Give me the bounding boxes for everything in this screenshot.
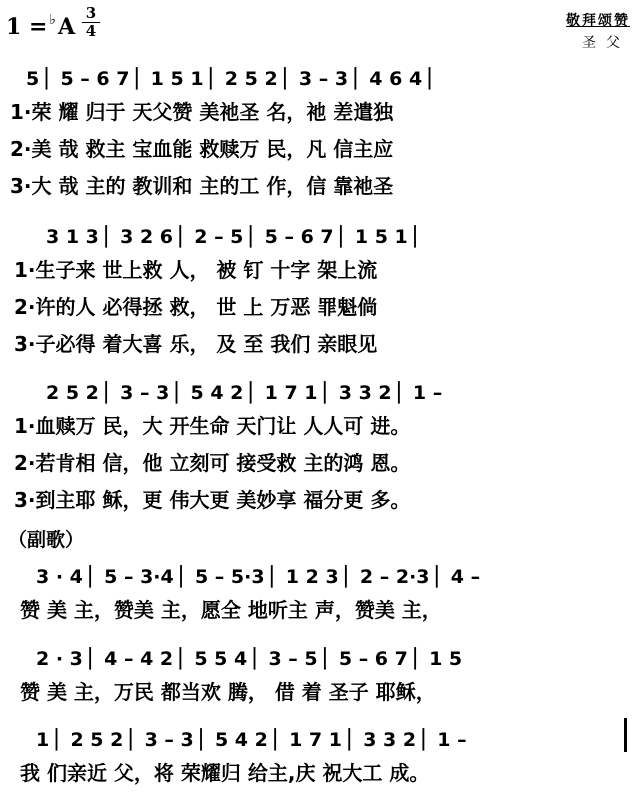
key-signature — [6, 14, 75, 40]
time-signature — [82, 6, 100, 39]
song-author: 圣父 — [582, 35, 630, 51]
meter-bottom: 4 — [85, 22, 97, 40]
notation-row: 3 · 4 ▏5 – 3·4 ▏5 – 5·3 ▏1 2 3 ▏2 – 2·3 ▏4 – — [36, 566, 481, 588]
score-system-2 — [0, 222, 644, 363]
lyric-chorus: 赞 美 主，赞美 主，愿全 地听主 声，赞美 主， — [20, 598, 442, 622]
lyric-verse-1: 1·荣 耀 归于 天父赞 美祂圣 名，祂 差遣独 — [10, 100, 394, 124]
song-credit — [566, 10, 630, 52]
final-barline — [624, 718, 627, 752]
notation-row: 1 ▏2 5 2 ▏3 – 3 ▏5 4 2 ▏1 7 1 ▏3 3 2 ▏1 – — [36, 729, 467, 751]
notation-row: 5 ▏5 – 6 7 ▏1 5 1 ▏2 5 2 ▏3 – 3 ▏4 6 4 ▏ — [26, 68, 444, 90]
lyric-verse-3: 3·子必得 着大喜 乐， 及 至 我们 亲眼见 — [14, 332, 378, 356]
score-system-3 — [0, 378, 644, 519]
lyric-chorus: 赞 美 主，万民 都当欢 腾， 借 着 圣子 耶稣， — [20, 680, 436, 704]
lyric-verse-1: 1·生子来 世上救 人， 被 钉 十字 架上流 — [14, 258, 378, 282]
lyric-verse-2: 2·若肯相 信，他 立刻可 接受救 主的鸿 恩。 — [14, 451, 411, 475]
lyric-chorus: 我 们亲近 父，将 荣耀归 给主,庆 祝大工 成。 — [20, 761, 430, 785]
score-system-4 — [0, 562, 644, 629]
key-prefix: 1 = — [6, 14, 48, 40]
notation-row: 2 5 2 ▏3 – 3 ▏5 4 2 ▏1 7 1 ▏3 3 2 ▏1 – — [46, 382, 443, 404]
lyric-verse-1: 1·血赎万 民，大 开生命 天门让 人人可 进。 — [14, 414, 411, 438]
song-title: 敬拜颂赞 — [566, 13, 630, 29]
flat-sign: ♭ — [49, 12, 57, 28]
score-system-5 — [0, 644, 644, 711]
key-letter: A — [58, 14, 76, 40]
lyric-verse-3: 3·大 哉 主的 教训和 主的工 作，信 靠祂圣 — [10, 174, 394, 198]
score-system-6 — [0, 725, 644, 792]
lyric-verse-3: 3·到主耶 稣，更 伟大更 美妙享 福分更 多。 — [14, 488, 411, 512]
notation-row: 3 1 3 ▏3 2 6 ▏2 – 5 ▏5 – 6 7 ▏1 5 1 ▏ — [46, 226, 429, 248]
chorus-label: （副歌） — [8, 529, 85, 551]
lyric-verse-2: 2·美 哉 救主 宝血能 救赎万 民，凡 信主应 — [10, 137, 394, 161]
notation-row: 2 · 3 ▏4 – 4 2 ▏5 5 4 ▏3 – 5 ▏5 – 6 7 ▏1 5 — [36, 648, 463, 670]
lyric-verse-2: 2·许的人 必得拯 救， 世 上 万恶 罪魁倘 — [14, 295, 378, 319]
score-system-1 — [0, 64, 644, 205]
meter-top: 3 — [85, 4, 97, 22]
